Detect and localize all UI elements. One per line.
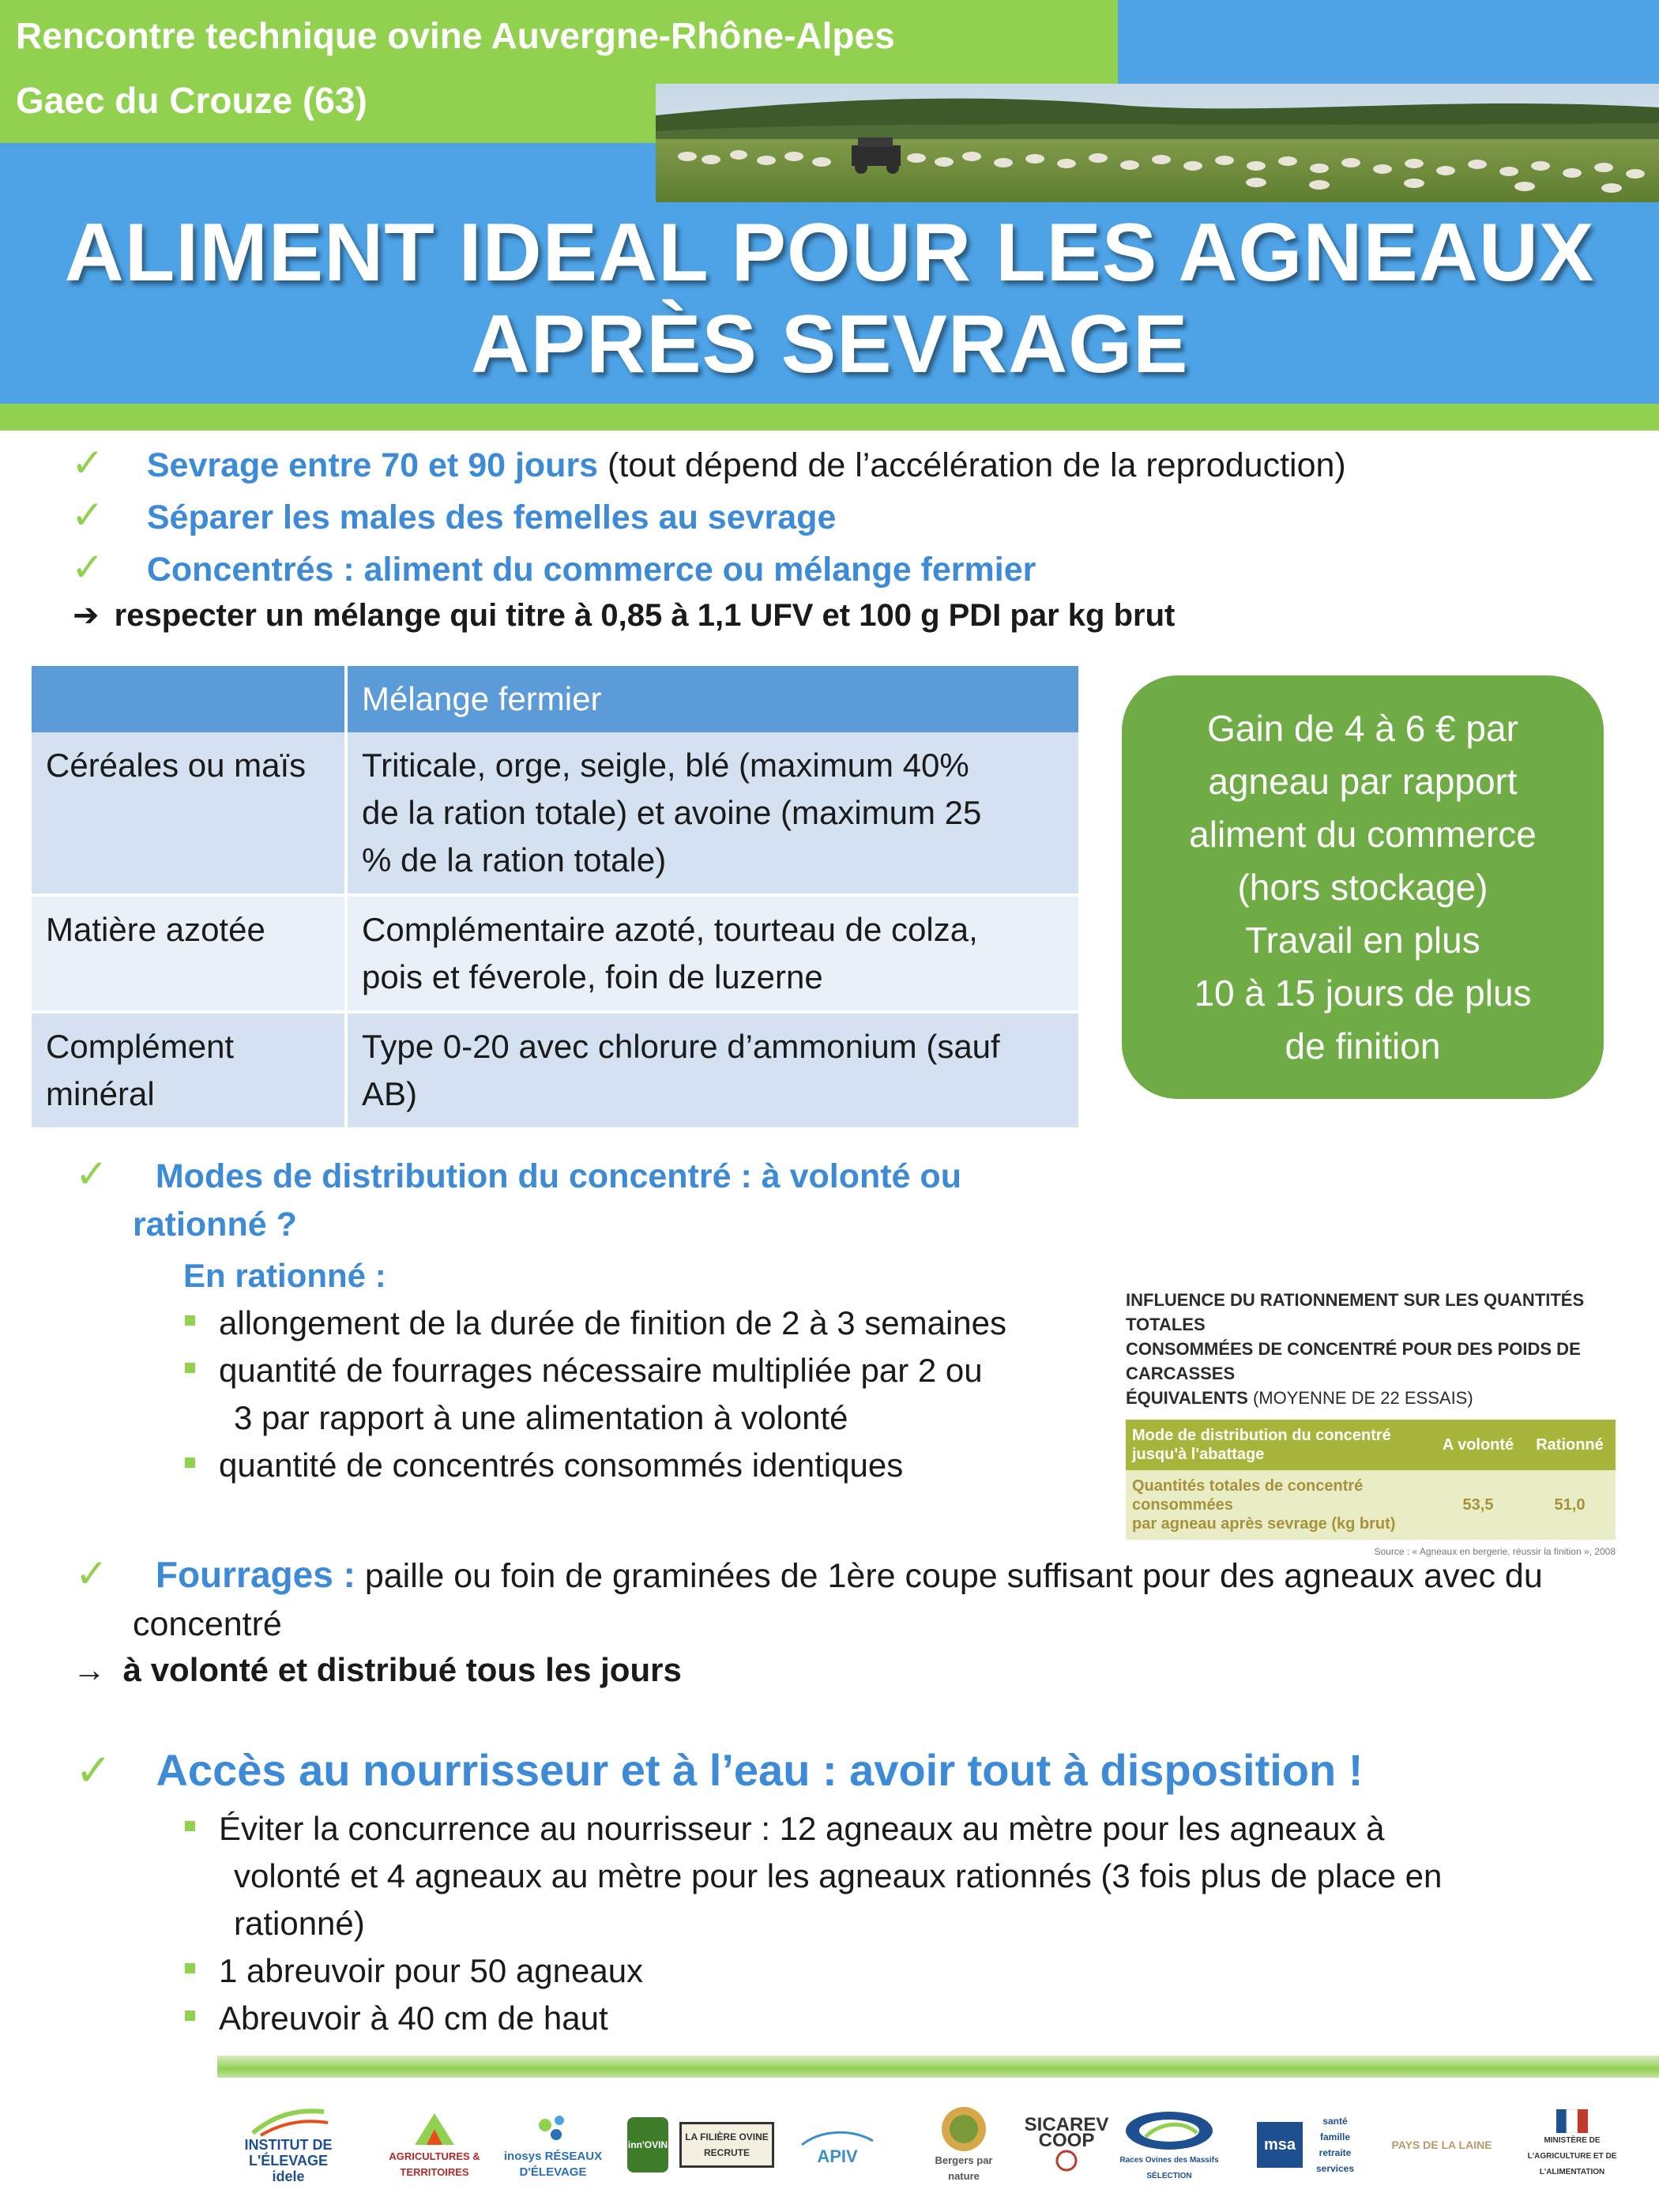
event-title: Rencontre technique ovine Auvergne-Rhône-Alpes [16, 15, 895, 56]
logo-label: INSTITUT DE L'ÉLEVAGE idele [244, 2137, 333, 2184]
logo-label: inn'OVIN [627, 2139, 668, 2150]
table-row [32, 895, 1078, 1012]
list-item-text: allongement de la durée de finition de 2 à 3 semaines [219, 1304, 1007, 1341]
inset-title-line: CONSOMMÉES DE CONCENTRÉ POUR DES POIDS DE CARCASSES [1126, 1339, 1581, 1383]
row-label [32, 1012, 346, 1129]
table-header-empty [32, 666, 346, 732]
footer-green-bar [217, 2056, 1659, 2078]
ministere-agriculture-logo [1513, 2101, 1631, 2188]
apiv-logo [794, 2101, 881, 2188]
arrow-right-icon: → [73, 1651, 106, 1688]
row-value-line: Triticale, orge, seigle, blé (maximum 40% [362, 747, 969, 784]
gain-line: Gain de 4 à 6 € par [1207, 707, 1518, 749]
races-ovines-massifs-logo [1118, 2101, 1221, 2188]
row-value-line: Type 0-20 avec chlorure d’ammonium (sauf [362, 1028, 1000, 1065]
gain-line: de finition [1285, 1025, 1441, 1066]
list-item [185, 1347, 983, 1394]
gain-line: 10 à 15 jours de plus [1194, 972, 1532, 1014]
arrow-note-text: respecter un mélange qui titre à 0,85 à 1,1 UFV et 100 g PDI par kg brut [114, 598, 1176, 633]
checkmark-icon: ✓ [75, 1552, 108, 1596]
modes-title-cont: rationné ? [133, 1206, 297, 1243]
fourrages-text-cont: concentré [133, 1605, 282, 1643]
inset-col-header-volonte: A volonté [1432, 1420, 1524, 1470]
row-label: Matière azotée [32, 895, 346, 1012]
row-value-line: Complémentaire azoté, tourteau de colza, [362, 911, 978, 948]
idele-logo [237, 2101, 340, 2188]
list-item-text: Éviter la concurrence au nourrisseur : 12 agneaux au mètre pour les agneaux à [219, 1810, 1385, 1847]
inset-title [1126, 1288, 1616, 1410]
page-title [0, 207, 1659, 390]
title-line-1: ALIMENT IDEAL POUR LES AGNEAUX [64, 207, 1595, 299]
square-bullet-icon [185, 1821, 195, 1831]
gain-line: agneau par rapport [1208, 760, 1518, 802]
fourrages-arrow-text: à volonté et distribué tous les jours [122, 1651, 682, 1688]
bullet-separer-text: Séparer les males des femelles au sevrage [146, 498, 837, 536]
bullet-concentres [71, 544, 1036, 593]
list-item-text-cont: volonté et 4 agneaux au mètre pour les agneaux rationnés (3 fois plus de place en [234, 1857, 1443, 1894]
row-value [346, 732, 1078, 895]
arrow-right-icon: ➔ [73, 598, 100, 633]
row-value [346, 1012, 1078, 1129]
bullet-concentres-text: Concentrés : aliment du commerce ou mélange fermier [146, 551, 1036, 589]
inset-value-rationne: 51,0 [1524, 1470, 1616, 1540]
table-header-row [32, 666, 1078, 732]
row-label: Céréales ou maïs [32, 732, 346, 895]
logo-label: LA FILIÈRE OVINE RECRUTE [685, 2131, 769, 2158]
inset-data-table [1126, 1420, 1616, 1540]
logo-label: MINISTÈRE DE L'AGRICULTURE ET DE L'ALIMENTATION [1527, 2136, 1617, 2176]
checkmark-icon: ✓ [71, 545, 104, 589]
inset-title-note: (MOYENNE DE 22 ESSAIS) [1247, 1388, 1473, 1408]
logo-label: SICAREV COOP [1024, 2114, 1109, 2151]
farm-name: Gaec du Crouze (63) [16, 80, 367, 121]
rationing-influence-table [1126, 1288, 1616, 1557]
square-bullet-icon [185, 1363, 195, 1373]
square-bullet-icon [185, 1315, 195, 1326]
list-item-text-cont: 3 par rapport à une alimentation à volonté [234, 1399, 848, 1436]
gain-line: aliment du commerce [1189, 813, 1537, 855]
modes-subtitle: En rationné : [183, 1257, 386, 1294]
list-item-text: 1 abreuvoir pour 50 agneaux [219, 1952, 644, 1989]
list-item [185, 1442, 903, 1489]
square-bullet-icon [185, 2011, 195, 2021]
section-fourrages [75, 1550, 1543, 1600]
bullet-sevrage-detail: (tout dépend de l’accélération de la reproduction) [598, 446, 1346, 484]
acces-title: Accès au nourrisseur et à l’eau : avoir tout à disposition ! [156, 1745, 1364, 1795]
arrow-note [73, 597, 1175, 634]
fourrages-title: Fourrages : [155, 1554, 356, 1595]
inset-row-label-line: par agneau après sevrage (kg brut) [1132, 1515, 1396, 1533]
bullet-separer [71, 491, 836, 541]
gain-line: Travail en plus [1245, 919, 1480, 961]
feed-mix-table [32, 666, 1078, 1130]
checkmark-icon: ✓ [75, 1745, 112, 1795]
logo-label: PAYS DE LA LAINE [1391, 2139, 1492, 2151]
list-item-text: quantité de concentrés consommés identiques [219, 1446, 904, 1484]
fourrages-arrow-note [73, 1651, 682, 1689]
logo-label: APIV [817, 2146, 858, 2166]
inset-col-header-line: jusqu'à l'abattage [1132, 1446, 1265, 1463]
logo-label: inosys RÉSEAUX D'ÉLEVAGE [503, 2150, 603, 2179]
inset-source: Source : « Agneaux en bergerie, réussir la finition », 2008 [1374, 1546, 1616, 1557]
row-value-line: AB) [362, 1075, 418, 1112]
agricultures-territoires-logo [379, 2101, 490, 2188]
row-label-line: Complément [46, 1028, 235, 1065]
filiere-ovine-recrute-logo [679, 2101, 774, 2188]
list-item [185, 1805, 1385, 1853]
inset-title-line: INFLUENCE DU RATIONNEMENT SUR LES QUANTITÉS TOTALES [1126, 1290, 1585, 1334]
section-modes [75, 1150, 961, 1200]
logo-label: santé famille retraite services [1315, 2116, 1355, 2174]
gain-line: (hors stockage) [1237, 866, 1488, 908]
sicarev-logo [1015, 2101, 1118, 2188]
modes-title: Modes de distribution du concentré : à volonté ou [155, 1157, 961, 1195]
inset-col-header [1126, 1420, 1432, 1470]
square-bullet-icon [185, 1458, 195, 1468]
inset-col-header-line: Mode de distribution du concentré [1132, 1427, 1391, 1444]
inset-col-header-rationne: Rationné [1524, 1420, 1616, 1470]
inset-title-line: ÉQUIVALENTS [1126, 1388, 1248, 1408]
fourrages-text: paille ou foin de graminées de 1ère coupe suffisant pour des agneaux avec du [355, 1557, 1543, 1595]
row-value [346, 895, 1078, 1012]
inset-row-label [1126, 1470, 1432, 1540]
gain-callout [1122, 675, 1604, 1099]
table-header: Mélange fermier [346, 666, 1078, 732]
list-item [185, 1947, 643, 1995]
header-band-blue-top [1118, 0, 1659, 84]
header-green-strip [0, 404, 1659, 431]
pays-de-la-laine-logo [1386, 2101, 1497, 2188]
inset-row-label-line: Quantités totales de concentré consommées [1132, 1477, 1364, 1514]
list-item [185, 1300, 1006, 1347]
sheep-pasture-photo [656, 84, 1659, 202]
bullet-sevrage-title: Sevrage entre 70 et 90 jours [146, 446, 599, 484]
square-bullet-icon [185, 1963, 195, 1973]
logo-label: AGRICULTURES & TERRITOIRES [389, 2150, 480, 2178]
inset-value-volonte: 53,5 [1432, 1470, 1524, 1540]
row-value-line: % de la ration totale) [362, 841, 667, 878]
bullet-sevrage [71, 439, 1346, 489]
logo-label: msa [1263, 2136, 1296, 2154]
checkmark-icon: ✓ [71, 441, 104, 485]
section-acces [75, 1743, 1363, 1798]
list-item-text-cont: rationné) [234, 1905, 365, 1942]
checkmark-icon: ✓ [71, 493, 104, 537]
bergers-par-nature-logo [924, 2101, 1003, 2188]
list-item-text: Abreuvoir à 40 cm de haut [219, 1999, 608, 2037]
logo-label: Bergers par nature [935, 2154, 993, 2182]
innovin-logo [624, 2101, 672, 2188]
table-row [32, 732, 1078, 895]
msa-tagline [1307, 2101, 1363, 2188]
title-line-2: APRÈS SEVRAGE [470, 299, 1189, 390]
checkmark-icon: ✓ [75, 1152, 108, 1196]
table-row [32, 1012, 1078, 1129]
logo-label: Races Ovines des Massifs SÉLECTION [1119, 2156, 1219, 2180]
list-item-text: quantité de fourrages nécessaire multipliée par 2 ou [219, 1352, 983, 1389]
inosys-logo [494, 2101, 612, 2188]
row-value-line: de la ration totale) et avoine (maximum 25 [362, 794, 982, 831]
row-value-line: pois et féverole, foin de luzerne [362, 958, 823, 995]
row-label-line: minéral [46, 1075, 155, 1112]
list-item [185, 1995, 608, 2042]
msa-logo [1256, 2101, 1304, 2188]
